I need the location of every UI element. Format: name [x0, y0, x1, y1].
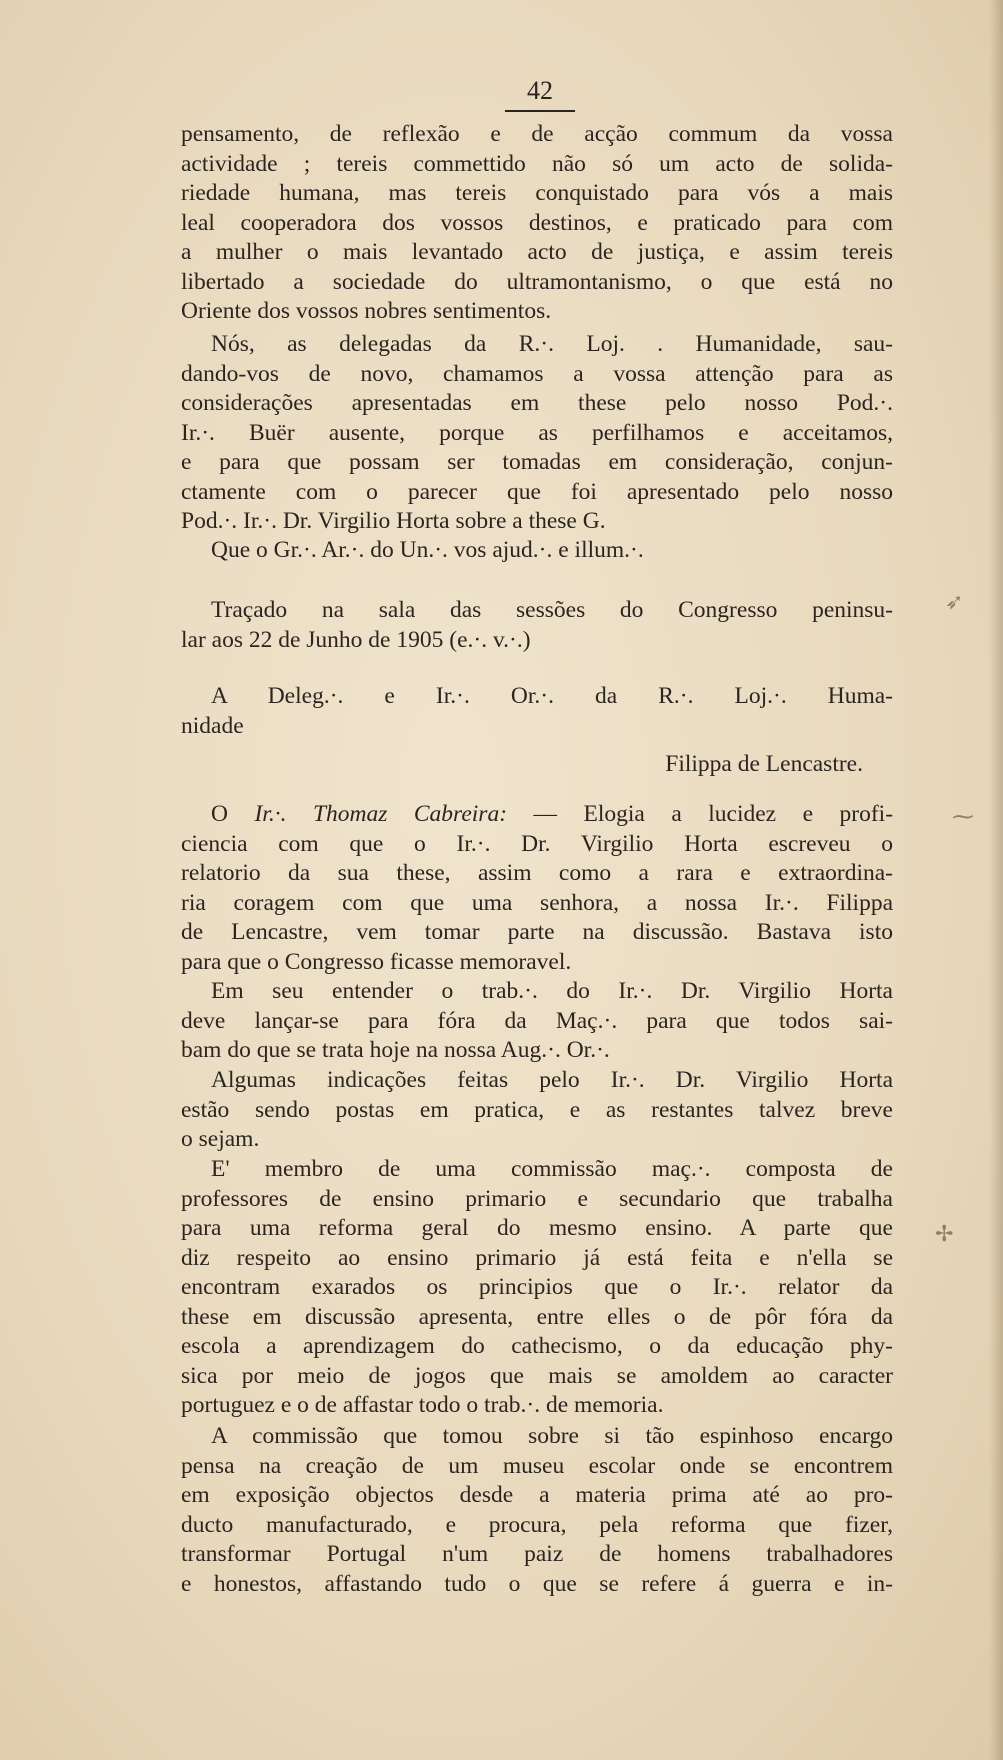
text-line: ciencia com que o Ir.·. Dr. Virgilio Horta escreveu o: [181, 830, 893, 857]
text-line: Que o Gr.·. Ar.·. do Un.·. vos ajud.·. e illum.·.: [211, 537, 644, 563]
paragraph-1: [181, 120, 893, 327]
text-line: ctamente com o parecer que foi apresentado pelo nosso: [181, 478, 893, 505]
text-line: relatorio da sua these, assim como a rara e extraordina-: [181, 860, 893, 886]
text-line: riedade humana, mas tereis conquistado para vós a mais: [181, 180, 893, 206]
paragraph-8: [181, 1066, 893, 1155]
page-edge-shadow: [989, 0, 1003, 1760]
signature-block: [181, 750, 893, 780]
text-line: Oriente dos vossos nobres sentimentos.: [181, 298, 552, 324]
paragraph-4: [181, 596, 893, 655]
text-line: estão sendo postas em pratica, e as restantes talvez breve: [181, 1096, 893, 1123]
text-line: bam do que se trata hoje na nossa Aug.·. Or.·.: [181, 1037, 610, 1063]
text-line: para que o Congresso ficasse memoravel.: [181, 948, 572, 975]
paragraph-2: [181, 330, 893, 537]
page-number: 42: [527, 76, 553, 105]
text-line: transformar Portugal n'um paiz de homens trabalhadores: [181, 1541, 893, 1567]
text-line: nidade: [181, 712, 244, 739]
text-line: Nós, as delegadas da R.·. Loj. . Humanidade, sau-: [211, 331, 893, 357]
paragraph-10: [181, 1422, 893, 1599]
speaker-line: [181, 800, 893, 830]
text-line: Traçado na sala das sessões do Congresso peninsu-: [211, 597, 893, 623]
text-line: Algumas indicações feitas pelo Ir.·. Dr. Virgilio Horta: [211, 1067, 893, 1093]
text-line: actividade ; tereis commettido não só um acto de solida-: [181, 150, 893, 177]
text-line: encontram exarados os principios que o Ir.·. relator da: [181, 1274, 893, 1300]
paragraph-3: [181, 536, 893, 566]
text-line: leal cooperadora dos vossos destinos, e praticado para com: [181, 209, 893, 236]
text-line: diz respeito ao ensino primario já está feita e n'ella se: [181, 1244, 893, 1271]
text-line: these em discussão apresenta, entre elles o de pôr fóra da: [181, 1303, 893, 1330]
paragraph-9: [181, 1155, 893, 1421]
margin-mark-icon: ➶: [945, 590, 964, 615]
speaker-line-rest: — Elogia a lucidez e profi-: [533, 801, 894, 827]
text-line: a mulher o mais levantado acto de justiça, e assim tereis: [181, 239, 893, 265]
text-line: ria coragem com que uma senhora, a nossa Ir.·. Filippa: [181, 889, 893, 916]
margin-mark-icon: ⁓: [952, 805, 974, 830]
text-line: e honestos, affastando tudo o que se refere á guerra e in-: [181, 1570, 893, 1597]
text-line: professores de ensino primario e secundario que trabalha: [181, 1185, 893, 1212]
text-line: A commissão que tomou sobre si tão espinhoso encargo: [211, 1423, 893, 1449]
text-line: libertado a sociedade do ultramontanismo, o que está no: [181, 268, 893, 295]
text-line: lar aos 22 de Junho de 1905 (e.·. v.·.): [181, 626, 531, 653]
text-line: deve lançar-se para fóra da Maç.·. para que todos sai-: [181, 1007, 893, 1034]
text-line: para uma reforma geral do mesmo ensino. A parte que: [181, 1215, 893, 1241]
text-line: E' membro de uma commissão maç.·. composta de: [211, 1156, 893, 1182]
margin-mark-icon: ✢: [935, 1222, 954, 1247]
text-line: Pod.·. Ir.·. Dr. Virgilio Horta sobre a these G.: [181, 508, 606, 534]
text-line: o sejam.: [181, 1126, 260, 1152]
text-line: Ir.·. Buër ausente, porque as perfilhamos e acceitamos,: [181, 419, 893, 446]
paragraph-5: [181, 682, 893, 741]
text-line: sica por meio de jogos que mais se amoldem ao caracter: [181, 1362, 893, 1389]
text-line: pensa na creação de um museu escolar onde se encontrem: [181, 1452, 893, 1479]
text-line: escola a aprendizagem do cathecismo, o da educação phy-: [181, 1333, 893, 1359]
text-line: Em seu entender o trab.·. do Ir.·. Dr. Virgilio Horta: [211, 978, 893, 1004]
page-number-rule: [505, 110, 575, 112]
text-line: dando-vos de novo, chamamos a vossa attenção para as: [181, 360, 893, 387]
signature: Filippa de Lencastre.: [665, 751, 863, 777]
text-line: A Deleg.·. e Ir.·. Or.·. da R.·. Loj.·. Huma-: [211, 683, 893, 709]
paragraph-speaker: [181, 800, 893, 977]
text-line: portuguez e o de affastar todo o trab.·. de memoria.: [181, 1392, 664, 1418]
speaker-name: Ir.·. Thomaz Cabreira:: [254, 801, 508, 827]
text-line: em exposição objectos desde a materia prima até ao pro-: [181, 1482, 893, 1508]
text-line: pensamento, de reflexão e de acção commum da vossa: [181, 121, 893, 147]
text-line: ducto manufacturado, e procura, pela reforma que fizer,: [181, 1511, 893, 1538]
text-line: considerações apresentadas em these pelo nosso Pod.·.: [181, 390, 893, 416]
text-line: e para que possam ser tomadas em consideração, conjun-: [181, 449, 893, 475]
paragraph-7: [181, 977, 893, 1066]
speaker-prefix: O: [211, 801, 228, 827]
text-line: de Lencastre, vem tomar parte na discussão. Bastava isto: [181, 919, 893, 945]
